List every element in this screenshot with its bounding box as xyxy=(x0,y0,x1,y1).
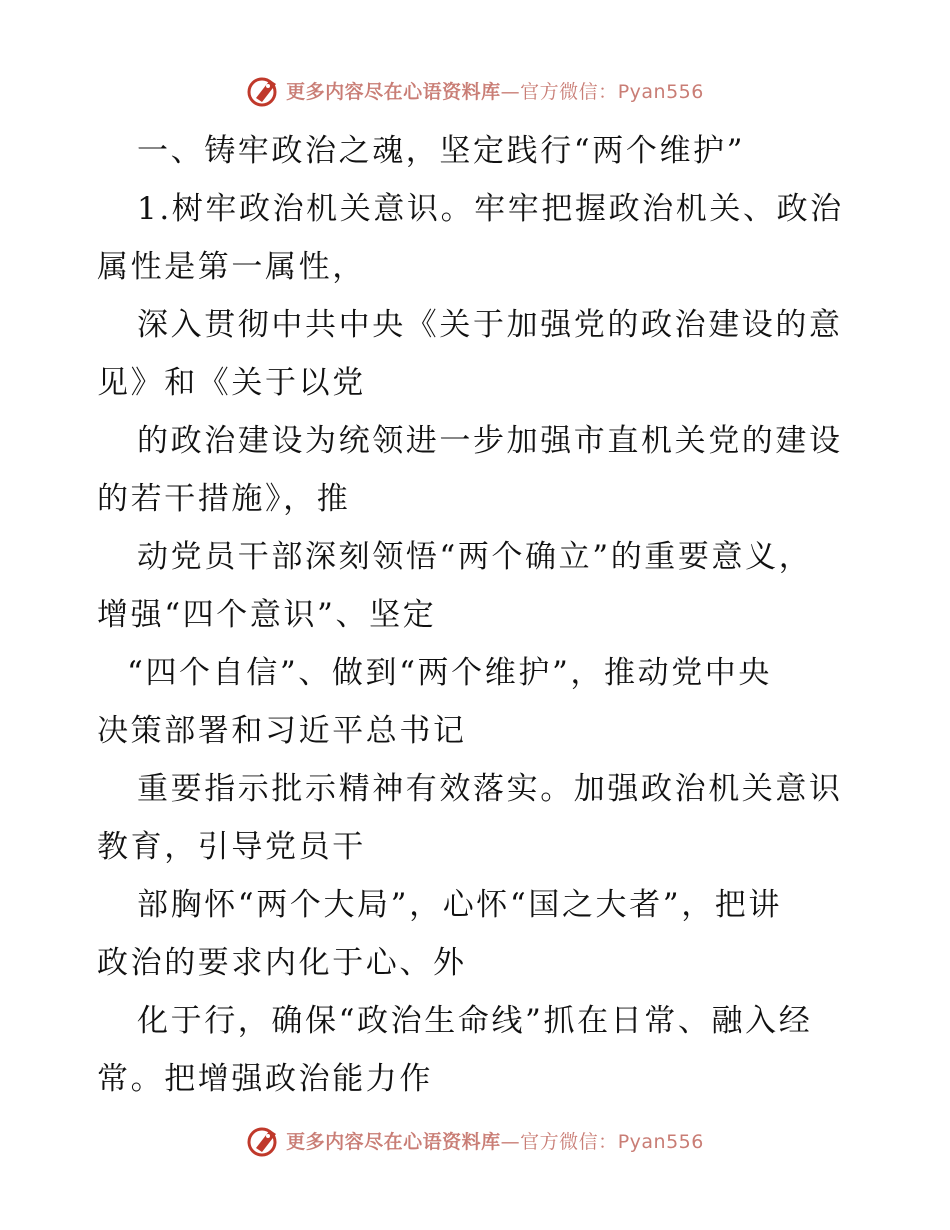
paragraph-line: 增强“四个意识”、坚定 xyxy=(97,597,437,633)
banner-main-text: 更多内容尽在心语资料库 xyxy=(286,1130,501,1153)
footer-banner xyxy=(0,1120,950,1160)
banner-separator: — xyxy=(500,80,521,103)
logo-icon xyxy=(246,72,282,108)
banner-wechat-id: Pyan556 xyxy=(617,1130,704,1153)
paragraph-line: 化于行，确保“政治生命线”抓在日常、融入经 xyxy=(137,1003,813,1039)
banner-text xyxy=(286,77,704,104)
paragraph-line: 见》和《关于以党 xyxy=(97,365,366,401)
paragraph-line: 常。把增强政治能力作 xyxy=(97,1061,433,1097)
paragraph-line: 1.树牢政治机关意识。牢牢把握政治机关、政治 xyxy=(137,191,844,227)
paragraph-line: 教育，引导党员干 xyxy=(97,829,366,865)
header-banner xyxy=(0,70,950,110)
paragraph-line: 属性是第一属性， xyxy=(97,249,366,285)
section-heading: 一、铸牢政治之魂，坚定践行“两个维护” xyxy=(137,133,746,169)
paragraph-line: 决策部署和习近平总书记 xyxy=(97,713,467,749)
banner-wechat-label: 官方微信： xyxy=(520,1130,618,1153)
paragraph-line: 的若干措施》，推 xyxy=(97,481,351,517)
banner-main-text: 更多内容尽在心语资料库 xyxy=(286,80,501,103)
paragraph-line: 部胸怀“两个大局”，心怀“国之大者”，把讲 xyxy=(137,887,782,923)
document-body xyxy=(97,122,857,1108)
banner-wechat-id: Pyan556 xyxy=(617,80,704,103)
paragraph-line: “四个自信”、做到“两个维护”，推动党中央 xyxy=(127,655,772,691)
banner-wechat-label: 官方微信： xyxy=(520,80,618,103)
paragraph-line: 动党员干部深刻领悟“两个确立”的重要意义， xyxy=(137,539,813,575)
logo-icon xyxy=(246,1122,282,1158)
banner-text xyxy=(286,1127,704,1154)
paragraph-line: 的政治建设为统领进一步加强市直机关党的建设 xyxy=(137,423,843,459)
paragraph-line: 重要指示批示精神有效落实。加强政治机关意识 xyxy=(137,771,843,807)
banner-separator: — xyxy=(500,1130,521,1153)
paragraph-line: 深入贯彻中共中央《关于加强党的政治建设的意 xyxy=(137,307,843,343)
paragraph-line: 政治的要求内化于心、外 xyxy=(97,945,467,981)
